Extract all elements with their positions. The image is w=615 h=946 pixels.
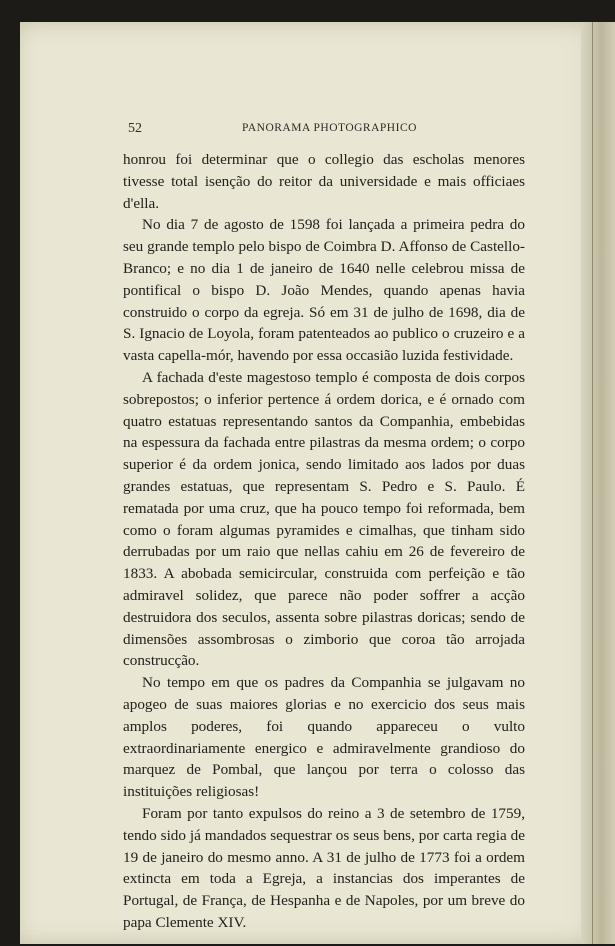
running-title: PANORAMA PHOTOGRAPHICO — [242, 122, 417, 134]
gutter-line — [592, 22, 593, 944]
paragraph-5: Foram por tanto expulsos do reino a 3 de setembro de 1759, tendo sido já mandados sequestrar os seus bens, por carta regia de 19 de janeiro do mesmo anno. A 31 de julho de 1773 foi a ordem extincta em toda a Egreja, a instancias dos imperantes de Portugal, de França, de Hespanha e de Napoles, por um breve do papa Clemente XIV. — [123, 804, 525, 931]
page-number: 52 — [128, 121, 142, 136]
paragraph-1: honrou foi determinar que o collegio das escholas menores tivesse total isenção do reitor da universidade e mais officiaes d'ella. — [123, 151, 525, 212]
running-header — [128, 121, 524, 137]
paragraph-3: A fachada d'este magestoso templo é composta de dois corpos sobrepostos; o inferior pertence á ordem dorica, e é ornado com quatro estatuas representando santos da Companhia, embebidas na espessura da fachada entre pilastras da mesma ordem; o corpo superior é da ordem jonica, sendo limitado aos lados por duas grandes estatuas, que representam S. Pedro e S. Paulo. É rematada por uma cruz, que ha pouco tempo foi reformada, bem como o foram algumas pyramides e cimalhas, que tinham sido derrubadas por um raio que nellas cahiu em 26 de fevereiro de 1833. A abobada semicircular, construida com perfeição e tão admiravel solidez, que parece não poder soffrer a acção destruidora dos seculos, assenta sobre pilastras doricas; sendo de dimensões assombrosas o zimborio que coroa tão arrojada construcção. — [123, 368, 525, 670]
body-text — [123, 149, 525, 934]
paragraph-4: No tempo em que os padres da Companhia se julgavam no apogeo de suas maiores glorias e no exercicio dos seus mais amplos poderes, foi quando appareceu o vulto extraordinariamente energico e admiravelmente grandioso do marquez de Pombal, que lançou por terra o colosso das instituições religiosas! — [123, 674, 525, 801]
page-gutter — [581, 22, 615, 944]
paragraph-2: No dia 7 de agosto de 1598 foi lançada a primeira pedra do seu grande templo pelo bispo de Coimbra D. Affonso de Castello-Branco; e no dia 1 de janeiro de 1640 nelle celebrou missa de pontifical o bispo D. João Mendes, quando apenas havia construido o corpo da egreja. Só em 31 de julho de 1698, dia de S. Ignacio de Loyola, foram patenteados ao publico o cruzeiro e a vasta capella-mór, havendo por essa occasião luzida festividade. — [123, 216, 525, 365]
